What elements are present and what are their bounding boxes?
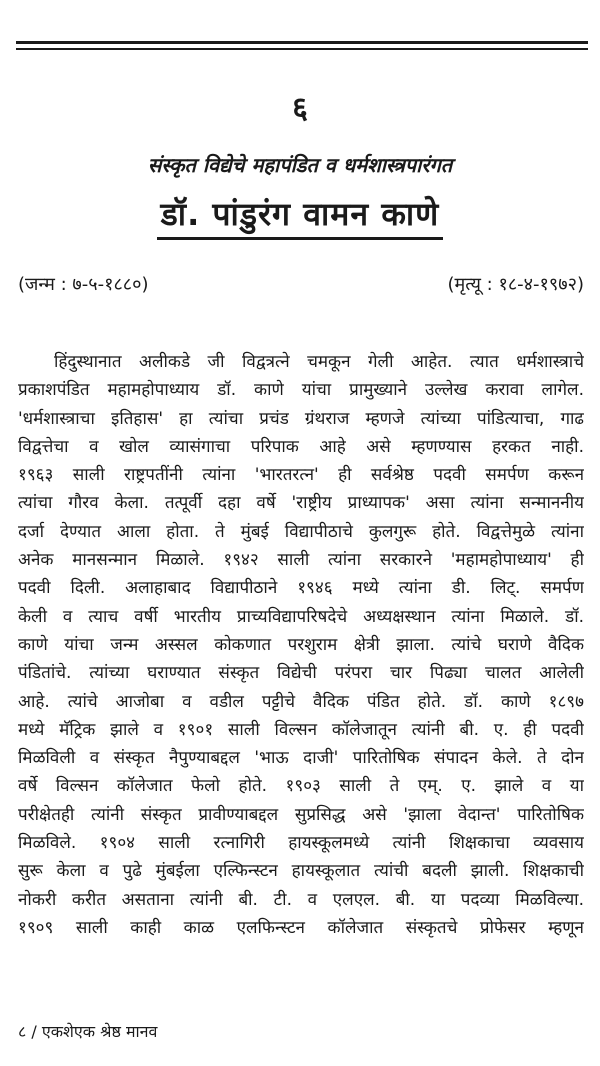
body-line: दर्जा देण्यात आला होता. ते मुंबई विद्यापीठाचे कुलगुरू होते. विद्वत्तेमुळे त्यांना — [18, 521, 584, 542]
chapter-title-wrapper — [0, 192, 600, 240]
body-line: प्रकाशपंडित महामहोपाध्याय डॉ. काणे यांचा प्रामुख्याने उल्लेख करावा लागेल. — [18, 380, 584, 401]
top-rule-thick — [16, 41, 588, 44]
body-line: पंडितांचे. त्यांच्या घराण्यात संस्कृत विद्येची परंपरा चार पिढ्या चालत आलेली — [18, 663, 584, 684]
body-line: मध्ये मॅट्रिक झाले व १९०१ साली विल्सन कॉलेजातून त्यांनी बी. ए. ही पदवी — [18, 719, 584, 740]
body-line: अनेक मानसन्मान मिळाले. १९४२ साली त्यांना सरकारने 'महामहोपाध्याय' ही — [18, 550, 584, 571]
body-line: केली व त्याच वर्षी भारतीय प्राच्यविद्यापरिषदेचे अध्यक्षस्थान त्यांना मिळाले. डॉ. — [18, 606, 584, 627]
body-line: पदवी दिली. अलाहाबाद विद्यापीठाने १९४६ मध्ये त्यांना डी. लिट्. समर्पण — [18, 578, 584, 599]
body-line: १९०९ साली काही काळ एलफिन्स्टन कॉलेजात संस्कृतचे प्रोफेसर म्हणून — [18, 917, 584, 938]
body-line: वर्षे विल्सन कॉलेजात फेलो होते. १९०३ साली ते एम्. ए. झाले व या — [18, 776, 584, 797]
page-footer: ८ / एकशेएक श्रेष्ठ मानव — [18, 1022, 158, 1041]
body-line: आहे. त्यांचे आजोबा व वडील पट्टीचे वैदिक पंडित होते. डॉ. काणे १८९७ — [18, 691, 584, 712]
body-line: मिळविले. १९०४ साली रत्नागिरी हायस्कूलमध्ये त्यांनी शिक्षकाचा व्यवसाय — [18, 833, 584, 854]
chapter-number: ६ — [292, 91, 308, 126]
body-line: विद्वत्तेचा व खोल व्यासंगाचा परिपाक आहे असे म्हणण्यास हरकत नाही. — [18, 436, 584, 457]
chapter-title: डॉ. पांडुरंग वामन काणे — [157, 192, 444, 240]
body-text — [18, 348, 584, 988]
body-line: १९६३ साली राष्ट्रपतींनी त्यांना 'भारतरत्न' ही सर्वश्रेष्ठ पदवी समर्पण करून — [18, 465, 584, 486]
top-rule-thin — [16, 48, 588, 50]
body-line: हिंदुस्थानात अलीकडे जी विद्वत्रत्ने चमकून गेली आहेत. त्यात धर्मशास्त्राचे — [54, 352, 584, 372]
chapter-subtitle: संस्कृत विद्येचे महापंडित व धर्मशास्त्रपारंगत — [147, 153, 453, 177]
death-date: (मृत्यू : १८-४-१९७२) — [447, 274, 584, 295]
body-line: काणे यांचा जन्म अस्सल कोकणात परशुराम क्षेत्री झाला. त्यांचे घराणे वैदिक — [18, 634, 584, 655]
body-line: परीक्षेतही त्यांनी संस्कृत प्रावीण्याबद्दल सुप्रसिद्ध असे 'झाला वेदान्त' पारितोषिक — [18, 804, 584, 825]
body-line: त्यांचा गौरव केला. तत्पूर्वी दहा वर्षे 'राष्ट्रीय प्राध्यापक' असा त्यांना सन्माननीय — [18, 493, 584, 514]
body-line: मिळविली व संस्कृत नैपुण्याबद्दल 'भाऊ दाजी' पारितोषिक संपादन केले. ते दोन — [18, 748, 584, 769]
body-line: 'धर्मशास्त्राचा इतिहास' हा त्यांचा प्रचंड ग्रंथराज म्हणजे त्यांच्या पांडित्याचा, गाढ — [18, 408, 584, 429]
body-line: सुरू केला व पुढे मुंबईला एल्फिन्स्टन हायस्कूलात त्यांची बदली झाली. शिक्षकाची — [18, 861, 584, 882]
birth-date: (जन्म : ७-५-१८८०) — [18, 274, 149, 295]
body-line: नोकरी करीत असताना त्यांनी बी. टी. व एलएल. बी. या पदव्या मिळविल्या. — [18, 889, 584, 910]
